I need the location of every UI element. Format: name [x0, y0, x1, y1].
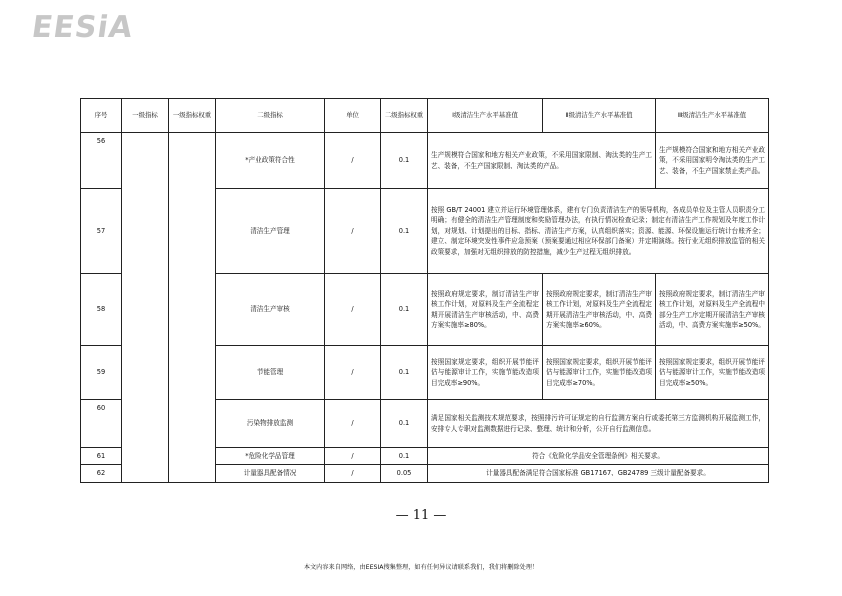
header-grade3: Ⅲ级清洁生产水平基准值 — [656, 99, 769, 133]
row-no: 60 — [81, 400, 122, 448]
row-indicator: *产业政策符合性 — [216, 133, 325, 189]
eesia-logo: EESiA — [29, 10, 136, 45]
table-header-row — [81, 99, 769, 133]
row-unit: / — [325, 274, 381, 346]
row-grade3: 按照政府规定要求，制订清洁生产审核工作计划，对原料及生产全流程中部分生产工序定期开展清洁生产审核活动，中、高费方案实施率≥50%。 — [656, 274, 769, 346]
row-merged-requirement: 符合《危险化学品安全管理条例》相关要求。 — [428, 448, 769, 465]
row-unit: / — [325, 346, 381, 400]
row-weight: 0.1 — [381, 346, 428, 400]
page-number: — 11 — — [395, 508, 447, 523]
row-unit: / — [325, 400, 381, 448]
row-no: 57 — [81, 189, 122, 274]
row-weight: 0.1 — [381, 400, 428, 448]
row-grade1: 按照国家规定要求，组织开展节能评估与能源审计工作，实施节能改造项目完成率≥90%。 — [428, 346, 543, 400]
row-merged-requirement: 满足国家相关监测技术规范要求，按照排污许可证规定的自行监测方案自行或委托第三方监测机构开展监测工作，安排专人专职对监测数据进行记录、整理、统计和分析，公开自行监测信息。 — [428, 400, 769, 448]
level1-cell — [122, 133, 169, 483]
row-weight: 0.1 — [381, 189, 428, 274]
row-indicator: 节能管理 — [216, 346, 325, 400]
standards-table — [80, 98, 769, 483]
row-unit: / — [325, 189, 381, 274]
row-weight: 0.1 — [381, 274, 428, 346]
header-grade1: Ⅰ级清洁生产水平基准值 — [428, 99, 543, 133]
row-indicator: 污染物排放监测 — [216, 400, 325, 448]
row-grade12: 生产规模符合国家和地方相关产业政策，不采用国家限制、淘汰类的生产工艺、装备，不生产国家限制、淘汰类的产品。 — [428, 133, 656, 189]
row-no: 59 — [81, 346, 122, 400]
row-unit: / — [325, 465, 381, 483]
row-unit: / — [325, 133, 381, 189]
header-level2-weight: 二级指标权重 — [381, 99, 428, 133]
row-unit: / — [325, 448, 381, 465]
footer-disclaimer: 本文内容来自网络，由EESIA搜集整理，如有任何异议请联系我们，我们将删除处理！ — [303, 564, 539, 571]
header-level1-weight: 一级指标权重 — [169, 99, 216, 133]
row-grade1: 按照政府规定要求，制订清洁生产审核工作计划，对原料及生产全流程定期开展清洁生产审核活动，中、高费方案实施率≥80%。 — [428, 274, 543, 346]
row-indicator: 清洁生产管理 — [216, 189, 325, 274]
row-grade3: 按照国家规定要求，组织开展节能评估与能源审计工作，实施节能改造项目完成率≥50%。 — [656, 346, 769, 400]
row-no: 58 — [81, 274, 122, 346]
level1-weight-cell — [169, 133, 216, 483]
row-grade3: 生产规模符合国家和地方相关产业政策，不采用国家明令淘汰类的生产工艺、装备，不生产国家禁止类产品。 — [656, 133, 769, 189]
header-grade2: Ⅱ级清洁生产水平基准值 — [543, 99, 656, 133]
row-weight: 0.05 — [381, 465, 428, 483]
row-merged-requirement: 计量器具配备满足符合国家标准 GB17167、GB24789 三级计量配备要求。 — [428, 465, 769, 483]
row-merged-requirement: 按照 GB/T 24001 建立并运行环境管理体系，建有专门负责清洁生产的领导机构，各成员单位及主管人员职责分工明确；有健全的清洁生产管理制度和奖励管理办法，有执行情况检查记录；制定有清洁生产工作规划及年度工作计划，对规划、计划提出的目标、指标、清洁生产方案，认真组织落实；资源、能源、环保设施运行统计台账齐全；建立、制定环境突发性事件应急预案（预案要通过相应环保部门备案）并定期演练。按行业无组织排放监管的相关政策要求，加强对无组织排放的防控措施，减少生产过程无组织排放。 — [428, 189, 769, 274]
header-unit: 单位 — [325, 99, 381, 133]
row-indicator: 清洁生产审核 — [216, 274, 325, 346]
header-level2: 二级指标 — [216, 99, 325, 133]
row-grade2: 按照政府规定要求，制订清洁生产审核工作计划，对原料及生产全流程定期开展清洁生产审核活动，中、高费方案实施率≥60%。 — [543, 274, 656, 346]
row-grade2: 按照国家规定要求，组织开展节能评估与能源审计工作，实施节能改造项目完成率≥70%。 — [543, 346, 656, 400]
table-row — [81, 133, 769, 189]
row-weight: 0.1 — [381, 133, 428, 189]
header-no: 序号 — [81, 99, 122, 133]
row-indicator: *危险化学品管理 — [216, 448, 325, 465]
row-no: 62 — [81, 465, 122, 483]
header-level1: 一级指标 — [122, 99, 169, 133]
row-no: 56 — [81, 133, 122, 189]
row-indicator: 计量器具配备情况 — [216, 465, 325, 483]
row-weight: 0.1 — [381, 448, 428, 465]
row-no: 61 — [81, 448, 122, 465]
